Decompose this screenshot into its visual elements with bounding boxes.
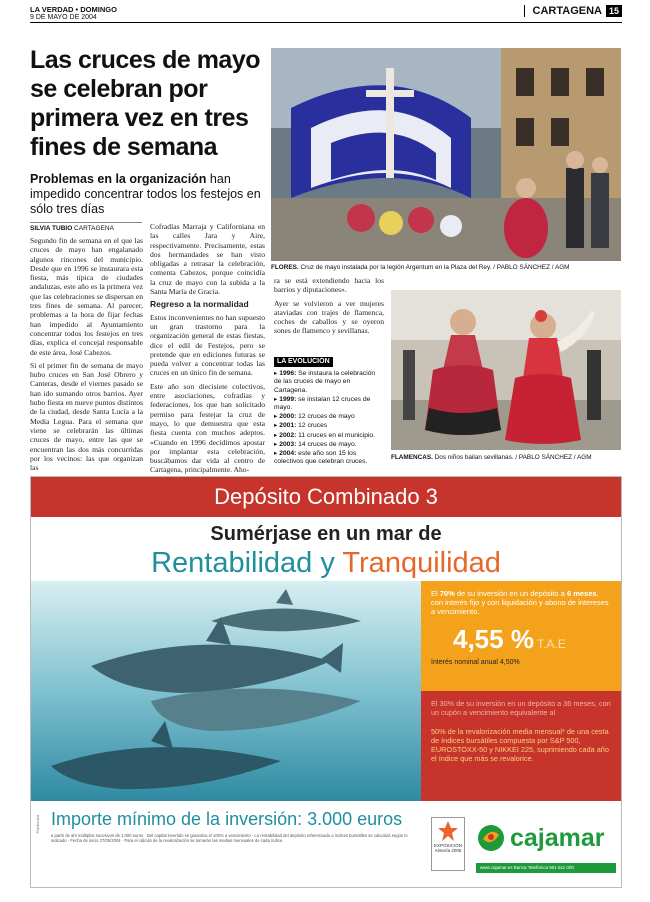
offer-detail: 50% de la revalorización media mensual* de una cesta de índices bursátiles compuesta por S&P 500, EUROSTOXX-50 y NIKKEI 225, suprimiendo cada año el índice que más se revalorice. bbox=[431, 727, 609, 763]
evo-text: este año son 15 los colectivos que celebran cruces. bbox=[274, 450, 368, 466]
cajamar-logo bbox=[476, 823, 605, 853]
leaf-icon bbox=[476, 823, 506, 853]
contact-strip: www.cajamar.es Banca Telefónica 901 511 000 bbox=[476, 863, 616, 873]
evolution-item: ▸ 2002: 11 cruces en el municipio. bbox=[274, 431, 376, 439]
evolution-title: LA EVOLUCIÓN bbox=[274, 357, 333, 367]
caption-credit: / PABLO SÁNCHEZ / AGM bbox=[515, 454, 592, 461]
evolution-box bbox=[274, 357, 384, 467]
star-icon bbox=[437, 820, 459, 842]
ad-text: El bbox=[431, 589, 440, 598]
article-subhead bbox=[30, 172, 265, 217]
caption-label: FLORES. bbox=[271, 264, 299, 271]
paragraph: Este año son diecisiete colectivos, entre asociaciones, cofradías y federaciones, los que han solicitado permiso para festejar la cruz de mayo, lo que demuestra que esta fiesta cuenta con muchos adeptos. «Cuando en 1996 decidimos apostar por implantar esta celebración, buscábamos dar vida al centro de Cartagena, principalmente. Aho- bbox=[150, 381, 265, 475]
issue-date: 9 DE MAYO DE 2004 bbox=[30, 14, 97, 21]
logo-word: cajamar bbox=[510, 823, 605, 852]
photo-caption-flowers bbox=[271, 264, 621, 271]
expo-logo bbox=[431, 817, 465, 871]
byline-name: SILVIA TUBIO bbox=[30, 225, 73, 232]
evo-year: 2000: bbox=[279, 413, 297, 421]
caption-label: FLAMENCAS. bbox=[391, 454, 433, 461]
top-rule bbox=[30, 22, 622, 23]
ad-offer-short-term bbox=[421, 581, 622, 691]
page-number: 15 bbox=[606, 5, 622, 17]
ad-word-accent: Tranquilidad bbox=[342, 547, 501, 579]
dolphins-image bbox=[31, 581, 421, 801]
evolution-item: ▸ 1999: se instalan 12 cruces de mayo. bbox=[274, 395, 371, 412]
evo-year: 1996: bbox=[279, 370, 297, 378]
paper-name: LA VERDAD • DOMINGO bbox=[30, 5, 117, 14]
article-column-3 bbox=[274, 276, 384, 340]
minimum-investment: Importe mínimo de la inversión: 3.000 euros bbox=[51, 809, 403, 829]
offer-description bbox=[431, 589, 612, 616]
ad-word: Rentabilidad y bbox=[151, 547, 343, 579]
photo-caption-flamenco bbox=[391, 454, 621, 461]
caption-text: Cruz de mayo instalada por la legión Argentum en la Plaza del Rey. bbox=[298, 264, 494, 271]
evo-year: 2002: bbox=[279, 431, 297, 439]
evo-year: 1999: bbox=[279, 395, 297, 403]
rate-value: 4,55 % bbox=[453, 624, 534, 654]
ad-pct: 70% bbox=[439, 589, 455, 598]
ad-tagline-highlight bbox=[31, 547, 621, 580]
evolution-item: ▸ 2004: este año son 15 los colectivos que celebran cruces. bbox=[274, 450, 368, 466]
expo-label: EXPOSICIÓN Almería 2005 bbox=[433, 843, 462, 853]
evo-year: 2001: bbox=[279, 422, 297, 430]
evo-text: 14 cruces de mayo. bbox=[296, 440, 357, 448]
ad-vertical-label: Publicidad bbox=[35, 815, 40, 834]
byline-place: CARTAGENA bbox=[72, 225, 114, 232]
evo-text: 11 cruces en el municipio. bbox=[296, 431, 376, 439]
divider bbox=[524, 5, 525, 17]
ad-rate bbox=[453, 624, 612, 655]
subhead-rest: han impedido concentrar todos los festejos en sólo tres días bbox=[30, 172, 261, 216]
article-column-2 bbox=[150, 222, 265, 479]
section-heading: Regreso a la normalidad bbox=[150, 299, 249, 310]
ad-text: de su inversión en un depósito a bbox=[454, 589, 567, 598]
advertisement bbox=[30, 476, 622, 888]
rate-unit: T.A.E bbox=[533, 637, 566, 651]
evo-text: 12 cruces bbox=[296, 422, 328, 430]
evo-year: 2003: bbox=[279, 440, 297, 448]
article-column-1 bbox=[30, 236, 143, 476]
ad-text: , con interés fijo y con liquidación y abono de intereses a vencimiento. bbox=[431, 589, 609, 616]
fine-print: a partir de ahí múltiplos sucesivos de 1.000 euros · Del capital invertido se garantiza el 100% a vencimiento · La rentabilidad del depósito referenciado a índices bursátiles se calculará según lo indicado · Fecha de inicio 27/05/2004 · Para el cálculo de la revalorización se tomarán las medias mensuales de cada índice. bbox=[51, 833, 408, 843]
ad-banner: Depósito Combinado 3 bbox=[31, 477, 621, 517]
caption-credit: / PABLO SÁNCHEZ / AGM bbox=[493, 264, 570, 271]
section-name: CARTAGENA bbox=[532, 5, 602, 17]
caption-text: Dos niños bailan sevillanas. bbox=[432, 454, 516, 461]
paragraph: Segundo fin de semana en el que las cruces de mayo han engalanado algunos rincones del municipio. Desde que en 1996 se instaurara esta fiesta, más típica de ciudades andaluzas, este año es la primera vez que las celebraciones se dispersan en tres fines de semana. Al parecer, problemas a la hora de fijar fechas han impedido al Ayuntamiento concentrar todos los festejos en tres días, explica el concejal responsable de este área, José Cabezos. bbox=[30, 236, 143, 357]
photo-flamenco-children bbox=[391, 290, 621, 450]
evo-text: 12 cruces de mayo bbox=[296, 413, 355, 421]
paragraph: Estos inconvenientes no han supuesto un gran trastorno para la organización general de estas fiestas, dice el edil de Festejos, pero se pretende que en ediciones futuras se pueda volver a concentrar todas las cruces en un único fin de semana. bbox=[150, 312, 265, 378]
ad-offer-long-term bbox=[421, 691, 622, 801]
evolution-item: ▸ 2001: 12 cruces bbox=[274, 422, 328, 430]
paragraph: Si el primer fin de semana de mayo hubo cruces en San José Obrero y Canteras, desde el viernes pasado se han ido sumando otros barrios. Ayer hubo fiesta en nueve puntos distintos de la ciudad, desde Santa Lucía a la Media Legua. Para el semana que viene se celebrarán las últimas cruces de mayo, entre las que se encuentran las dos más concurridas por los vecinos: las que organizan las bbox=[30, 360, 143, 473]
evolution-item: ▸ 1996: Se instaura la celebración de las cruces de mayo en Cartagena. bbox=[274, 370, 376, 394]
offer-description: El 30% de su inversión en un depósito a 36 meses, con un cupón a vencimiento equivalente al bbox=[431, 699, 611, 717]
ad-term: 6 meses bbox=[566, 589, 597, 598]
evolution-item: ▸ 2000: 12 cruces de mayo bbox=[274, 413, 355, 421]
photo-flowers-cross bbox=[271, 48, 621, 261]
masthead-left bbox=[30, 6, 117, 22]
masthead-right bbox=[524, 5, 622, 17]
evo-text: Se instaura la celebración de las cruces de mayo en Cartagena. bbox=[274, 370, 376, 394]
evo-year: 2004: bbox=[279, 450, 297, 458]
subhead-bold: Problemas en la organización bbox=[30, 172, 207, 186]
evo-text: se instalan 12 cruces de mayo. bbox=[274, 395, 371, 412]
nominal-rate: Interés nominal anual 4,50% bbox=[431, 659, 520, 666]
evolution-item: ▸ 2003: 14 cruces de mayo. bbox=[274, 440, 357, 448]
byline bbox=[30, 222, 142, 232]
paragraph: Cofradías Marraja y Californiana en las calles Jara y Aire, respectivamente. Precisamente, estas dos hermandades se han visto obligadas a retrasar la celebración, comenta Cabezos, porque coincidía la cruz de mayo con la subida a la Santa María de Gracia. bbox=[150, 222, 265, 297]
paragraph: ra se está extendiendo hacia los barrios y diputaciones». bbox=[274, 276, 384, 295]
article-headline: Las cruces de mayo se celebran por primera vez en tres fines de semana bbox=[30, 46, 261, 161]
paragraph: Ayer se volvieron a ver mujeres ataviadas con trajes de flamenca, coches de caballos y se oyeron sones de flamenco y sevillanas. bbox=[274, 298, 384, 336]
ad-tagline: Sumérjase en un mar de bbox=[210, 523, 442, 545]
